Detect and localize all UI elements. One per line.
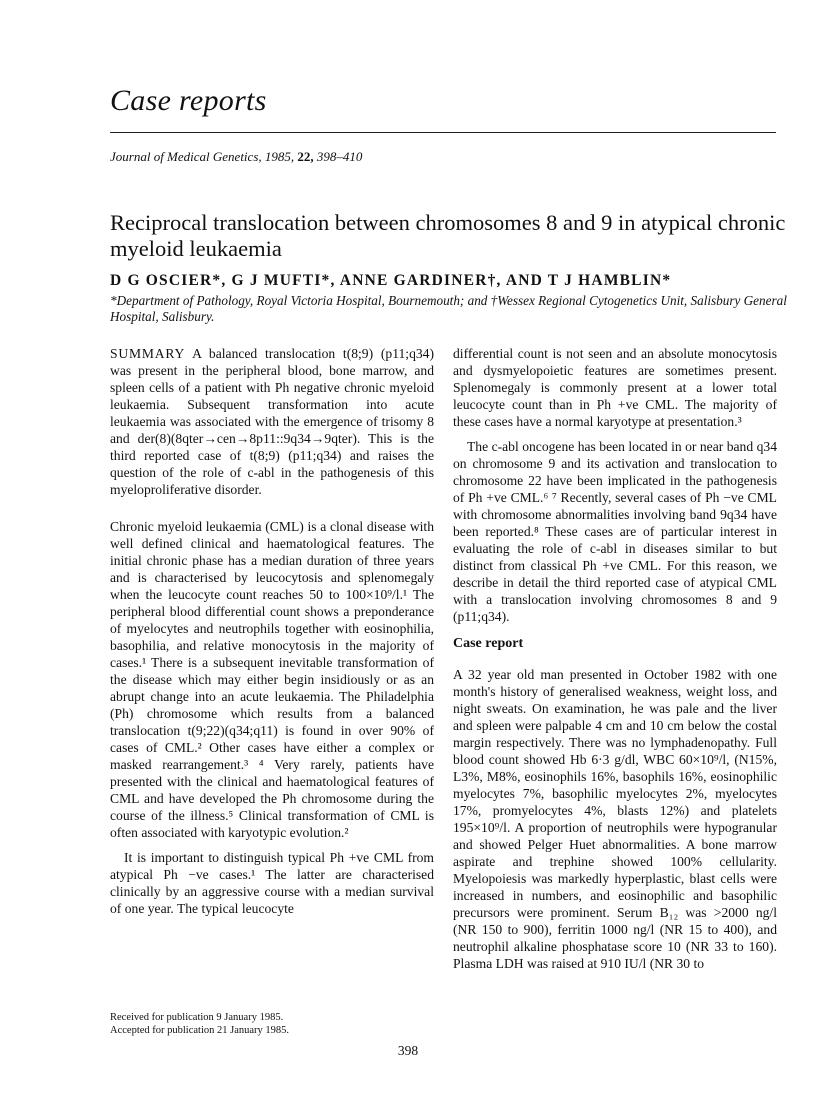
summary-text: A balanced translocation t(8;9) (p11;q34) was present in the peripheral blood, bone marrow, and spleen cells of a patient with Ph negative chronic myeloid leukaemia. Subsequent transformation into acute leukaemia was associated with the emergence of trisomy 8 and der(8)(8qter→cen→8p11::9q34→9qter). This is the third reported case of t(8;9) (p11;q34) and raises the question of the role of c-abl in the pathogenesis of this myeloproliferative disorder. xyxy=(110,346,434,497)
article-title: Reciprocal translocation between chromosomes 8 and 9 in atypical chronic myeloid leukaemia xyxy=(110,210,786,261)
summary-label: SUMMARY xyxy=(110,346,186,361)
header-rule xyxy=(110,132,776,133)
page-number: 398 xyxy=(397,1043,419,1058)
case-report-paragraph: A 32 year old man presented in October 1982 with one month's history of generalised weakness, weight loss, and night sweats. On examination, he was pale and the liver and spleen were palpable 4 cm and 10 cm below the costal margin respectively. There was no lymphadenopathy. Full blood count showed Hb 6·3 g/dl, WBC 60×10⁹/l, (N15%, L3%, M8%, eosinophils 16%, basophils 16%, eosinophilic myelocytes 7%, basophilic myelocytes 2%, myelocytes 17%, promyelocytes 4%, blasts 12%) and platelets 195×10⁹/l. A proportion of neutrophils were hypogranular and showed Pelger Huet abnormalities. A bone marrow aspirate and trephine showed 100% cellularity. Myelopoiesis was markedly hyperplastic, blast cells were increased in numbers, and eosinophilic and basophilic precursors were prominent. Serum B₁₂ was >2000 ng/l (NR 150 to 900), ferritin 1000 ng/l (NR 15 to 400), and neutrophil alkaline phosphatase score 10 (NR 33 to 160). Plasma LDH was raised at 910 IU/l (NR 30 to xyxy=(453,667,777,971)
journal-year: 1985, xyxy=(264,149,295,164)
received-date: Received for publication 9 January 1985. xyxy=(110,1012,284,1023)
body-paragraph: Chronic myeloid leukaemia (CML) is a clonal disease with well defined clinical and haematological features. The initial chronic phase has a median duration of three years and is characterised by leucocytosis and splenomegaly when the leucocyte count reaches 50 to 100×10⁹/l.¹ The peripheral blood differential count shows a preponderance of myelocytes and neutrophils together with eosinophilia, basophilia, and relative monocytosis in the majority of cases.¹ There is a subsequent inevitable transformation of the disease which may either begin insidiously or as an abrupt change into an acute leukaemia. The Philadelphia (Ph) chromosome which results from a balanced translocation t(9;22)(q34;q11) is found in over 90% of cases of CML.² Other cases have either a complex or masked rearrangement.³ ⁴ Very rarely, patients have presented with the clinical and haematological features of CML and have developed the Ph chromosome during the course of the illness.⁵ Clinical transformation of CML is often associated with karyotypic evolution.² xyxy=(110,519,434,840)
left-column xyxy=(110,345,434,925)
journal-name: Journal of Medical Genetics, xyxy=(110,149,262,164)
body-paragraph: The c-abl oncogene has been located in or near band q34 on chromosome 9 and its activation and translocation to chromosome 22 have been implicated in the pathogenesis of Ph +ve CML.⁶ ⁷ Recently, several cases of Ph −ve CML with chromosome abnormalities involving band 9q34 have been reported.⁸ These cases are of particular interest in evaluating the role of c-abl in diseases similar to but distinct from classical Ph +ve CML. For this reason, we describe in detail the third reported case of atypical CML with a translocation involving chromosomes 8 and 9 (p11;q34). xyxy=(453,439,777,624)
right-column xyxy=(453,345,777,980)
journal-volume: 22, xyxy=(297,149,314,164)
affiliation: *Department of Pathology, Royal Victoria Hospital, Bournemouth; and †Wessex Regional Cytogenetics Unit, Salisbury General Hospital, Salisbury. xyxy=(110,293,787,324)
journal-pages: 398–410 xyxy=(316,149,363,164)
body-paragraph: It is important to distinguish typical Ph +ve CML from atypical Ph −ve cases.¹ The latter are characterised clinically by an aggressive course with a median survival of one year. The typical leucocyte xyxy=(110,850,434,916)
publication-dates xyxy=(110,1011,289,1037)
summary-paragraph xyxy=(110,345,434,498)
journal-citation xyxy=(110,149,362,165)
accepted-date: Accepted for publication 21 January 1985. xyxy=(110,1025,290,1036)
body-paragraph: differential count is not seen and an absolute monocytosis and dysmyelopoietic features are sometimes present. Splenomegaly is commonly present at a lower total leucocyte count than in Ph +ve CML. The majority of these cases have a normal karyotype at presentation.³ xyxy=(453,346,777,429)
section-title: Case reports xyxy=(110,84,267,117)
case-report-heading: Case report xyxy=(453,636,524,651)
authors: D G OSCIER*, G J MUFTI*, ANNE GARDINER†, AND T J HAMBLIN* xyxy=(110,272,672,289)
